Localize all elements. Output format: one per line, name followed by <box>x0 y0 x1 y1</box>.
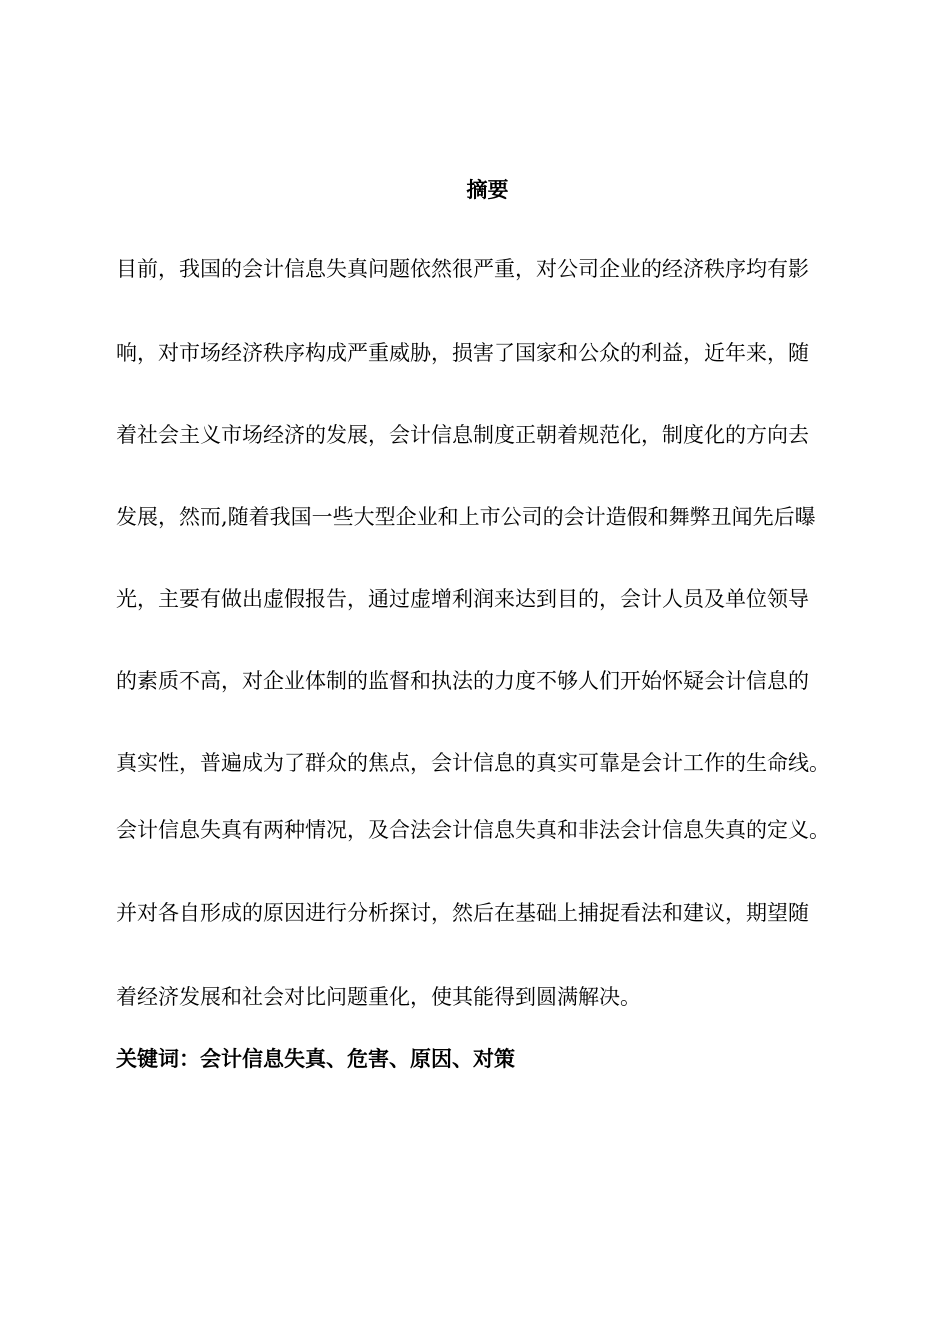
abstract-line-4: 发展，然而,随着我国一些大型企业和上市公司的会计造假和舞弊丑闻先后曝 <box>116 505 816 529</box>
abstract-line-10: 着经济发展和社会对比问题重化，使其能得到圆满解决。 <box>116 985 641 1009</box>
abstract-line-3: 着社会主义市场经济的发展，会计信息制度正朝着规范化，制度化的方向去 <box>116 423 809 447</box>
abstract-line-7: 真实性，普遍成为了群众的焦点，会计信息的真实可靠是会计工作的生命线。 <box>116 751 830 775</box>
abstract-line-6: 的素质不高，对企业体制的监督和执法的力度不够人们开始怀疑会计信息的 <box>116 669 809 693</box>
abstract-line-2: 响，对市场经济秩序构成严重威胁，损害了国家和公众的利益，近年来，随 <box>116 341 809 365</box>
abstract-title: 摘要 <box>466 177 509 202</box>
abstract-line-9: 并对各自形成的原因进行分析探讨，然后在基础上捕捉看法和建议，期望随 <box>116 901 809 925</box>
keywords-line: 关键词：会计信息失真、危害、原因、对策 <box>116 1046 515 1071</box>
abstract-line-5: 光，主要有做出虚假报告，通过虚增利润来达到目的，会计人员及单位领导 <box>116 587 809 611</box>
abstract-line-1: 目前，我国的会计信息失真问题依然很严重，对公司企业的经济秩序均有影 <box>116 257 809 281</box>
abstract-line-8: 会计信息失真有两种情况，及合法会计信息失真和非法会计信息失真的定义。 <box>116 818 830 842</box>
